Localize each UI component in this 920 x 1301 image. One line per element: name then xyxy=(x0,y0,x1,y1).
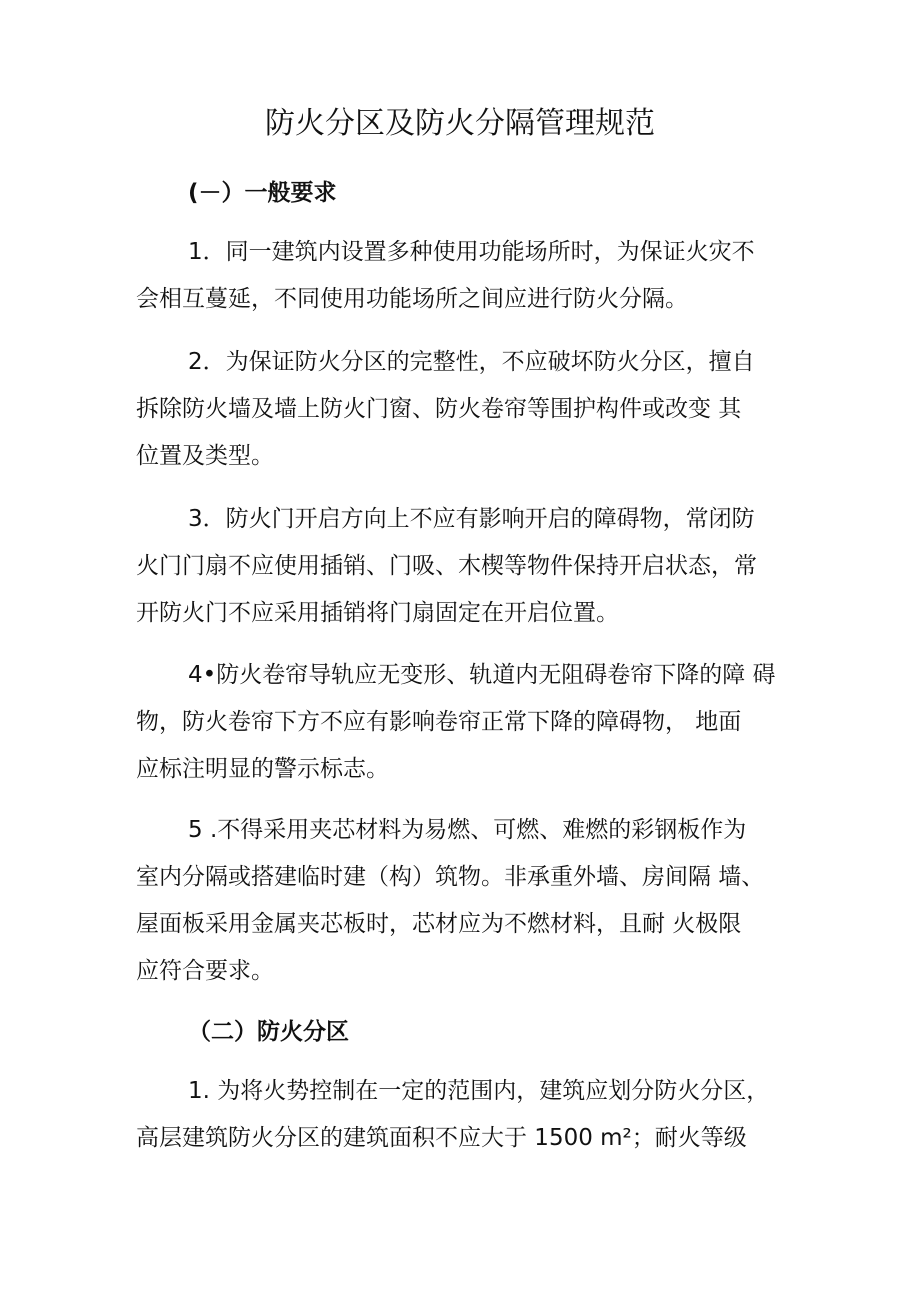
section-heading-fire-compartment: （二）防火分区 xyxy=(188,1019,349,1045)
paragraph-line: 屋面板采用金属夹芯板时，芯材应为不燃材料，且耐 火极限 xyxy=(136,911,742,937)
paragraph-line: 3．防火门开启方向上不应有影响开启的障碍物，常闭防 xyxy=(188,506,755,532)
paragraph-line: 1．同一建筑内设置多种使用功能场所时，为保证火灾不 xyxy=(188,239,755,265)
section-heading-general: (－）一般要求 xyxy=(188,180,337,206)
paragraph-line: 开防火门不应采用插销将门扇固定在开启位置。 xyxy=(136,600,619,626)
paragraph-line: 火门门扇不应使用插销、门吸、木楔等物件保持开启状态，常 xyxy=(136,553,757,579)
page-title: 防火分区及防火分隔管理规范 xyxy=(265,106,655,141)
paragraph-line: 室内分隔或搭建临时建（构）筑物。非承重外墙、房间隔 墙、 xyxy=(136,864,765,890)
paragraph-line: 4•防火卷帘导轨应无变形、轨道内无阻碍卷帘下降的障 碍 xyxy=(188,662,776,688)
paragraph-item-2 xyxy=(136,339,808,480)
paragraph-line: 2．为保证防火分区的完整性，不应破坏防火分区，擅自 xyxy=(188,349,755,375)
paragraph-line: 1. 为将火势控制在一定的范围内，建筑应划分防火分区， xyxy=(188,1078,770,1104)
paragraph-line: 位置及类型。 xyxy=(136,443,274,469)
paragraph-item-4 xyxy=(136,652,808,793)
paragraph-line: 应符合要求。 xyxy=(136,958,274,984)
paragraph-line: 应标注明显的警示标志。 xyxy=(136,756,389,782)
paragraph-item-1 xyxy=(136,229,808,323)
paragraph-item-3 xyxy=(136,496,808,637)
paragraph-line: 会相互蔓延，不同使用功能场所之间应进行防火分隔。 xyxy=(136,286,688,312)
paragraph-line: 物，防火卷帘下方不应有影响卷帘正常下降的障碍物， 地面 xyxy=(136,709,742,735)
paragraph-item-6 xyxy=(136,1068,808,1162)
paragraph-line: 高层建筑防火分区的建筑面积不应大于 1500 m²；耐火等级 xyxy=(136,1125,747,1151)
paragraph-line: 拆除防火墙及墙上防火门窗、防火卷帘等围护构件或改变 其 xyxy=(136,396,742,422)
paragraph-line: 5 .不得采用夹芯材料为易燃、可燃、难燃的彩钢板作为 xyxy=(188,817,747,843)
paragraph-item-5 xyxy=(136,807,808,995)
